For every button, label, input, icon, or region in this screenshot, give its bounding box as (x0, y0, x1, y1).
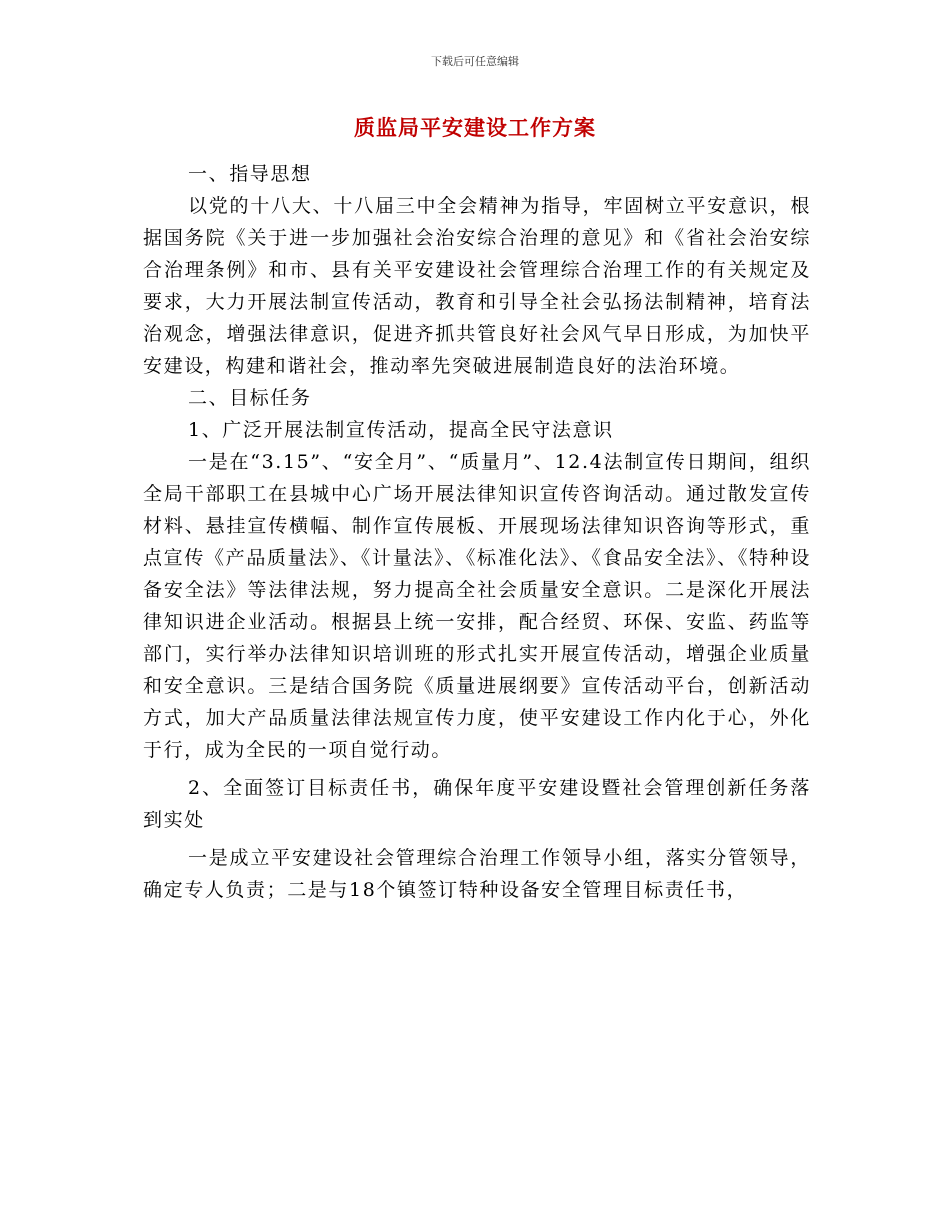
section-heading-goals-tasks: 二、目标任务 (188, 387, 312, 409)
header-note: 下载后可任意编辑 (431, 55, 519, 68)
document-body (143, 158, 811, 906)
section-heading-guiding-ideology: 一、指导思想 (188, 163, 312, 185)
paragraph-legal-publicity: 一是在“3.15”、“安全月”、“质量月”、12.4法制宣传日期间，组织全局干部职工在县城中心广场开展法律知识宣传咨询活动。通过散发宣传材料、悬挂宣传横幅、制作宣传展板、开展现场法律知识咨询等形式，重点宣传《产品质量法》、《计量法》、《标准化法》、《食品安全法》、《特种设备安全法》等法律法规，努力提高全社会质量安全意识。二是深化开展法律知识进企业活动。根据县上统一安排，配合经贸、环保、安监、药监等部门，实行举办法律知识培训班的形式扎实开展宣传活动，增强企业质量和安全意识。三是结合国务院《质量进展纲要》宣传活动平台，创新活动方式，加大产品质量法律法规宣传力度，使平安建设工作内化于心，外化于行，成为全民的一项自觉行动。 (143, 451, 811, 761)
paragraph-responsibility-letters: 一是成立平安建设社会管理综合治理工作领导小组，落实分管领导，确定专人负责；二是与18个镇签订特种设备安全管理目标责任书， (143, 847, 811, 901)
document-title: 质监局平安建设工作方案 (354, 115, 596, 140)
subheading-legal-publicity: 1、广泛开展法制宣传活动，提高全民守法意识 (188, 419, 614, 441)
subheading-responsibility-letters: 2、全面签订目标责任书，确保年度平安建设暨社会管理创新任务落到实处 (143, 777, 811, 831)
paragraph-guiding-ideology: 以党的十八大、十八届三中全会精神为指导，牢固树立平安意识，根据国务院《关于进一步加强社会治安综合治理的意见》和《省社会治安综合治理条例》和市、县有关平安建设社会管理综合治理工作的有关规定及要求，大力开展法制宣传活动，教育和引导全社会弘扬法制精神，培育法治观念，增强法律意识，促进齐抓共管良好社会风气早日形成，为加快平安建设，构建和谐社会，推动率先突破进展制造良好的法治环境。 (143, 195, 811, 377)
